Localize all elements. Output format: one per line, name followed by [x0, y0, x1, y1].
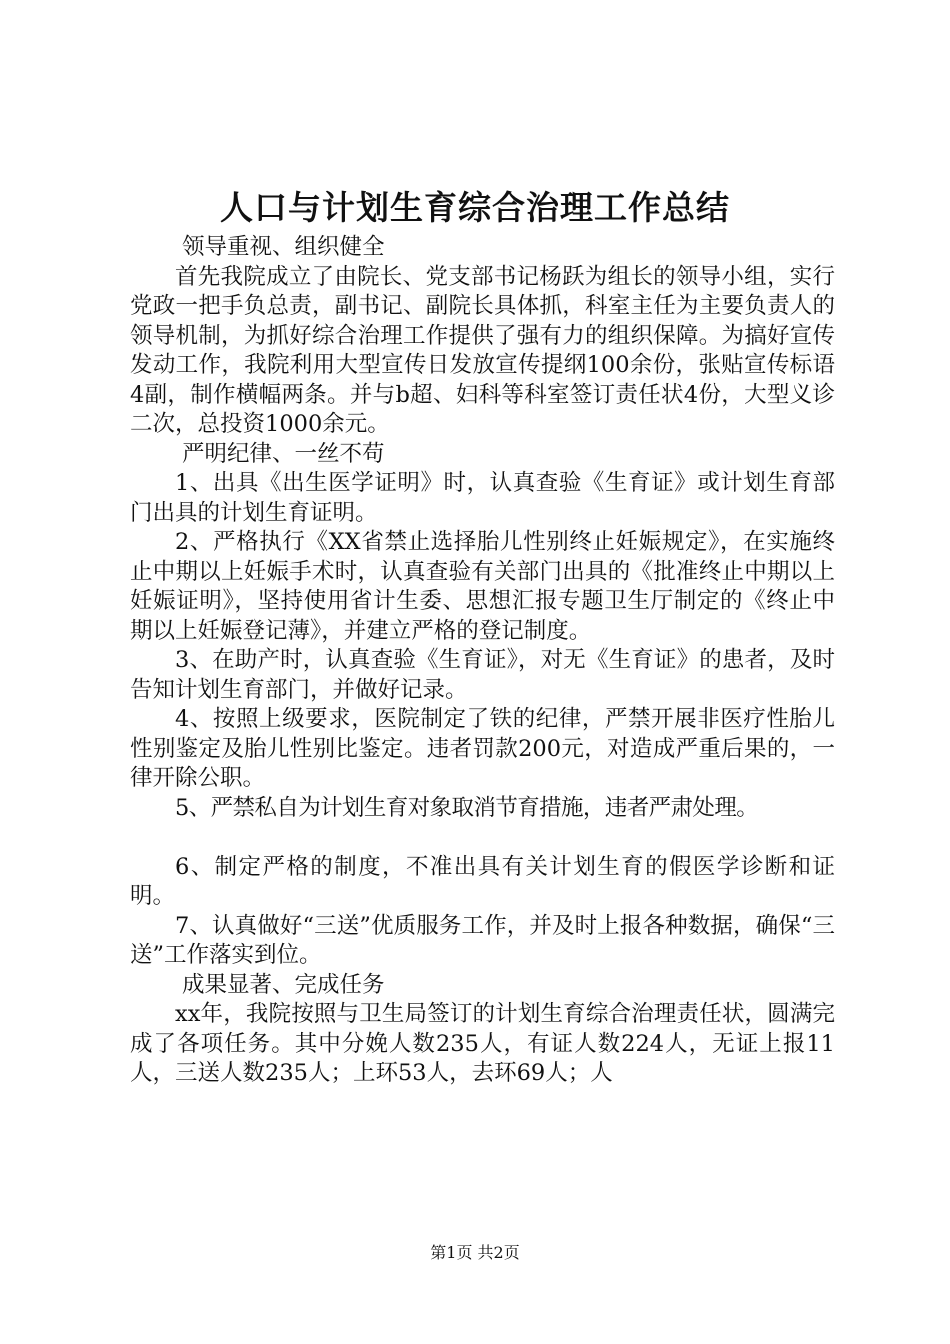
paragraph: 6、制定严格的制度，不准出具有关计划生育的假医学诊断和证明。	[130, 853, 835, 909]
paragraph: 首先我院成立了由院长、党支部书记杨跃为组长的领导小组，实行党政一把手负总责，副书记、副院长具体抓，科室主任为主要负责人的领导机制，为抓好综合治理工作提供了强有力的组织保障。为搞好宣传发动工作，我院利用大型宣传日发放宣传提纲100余份，张贴宣传标语4副，制作横幅两条。并与b超、妇科等科室签订责任状4份，大型义诊二次，总投资1000余元。	[130, 263, 835, 437]
section-heading: 领导重视、组织健全	[182, 234, 385, 260]
section-heading: 严明纪律、一丝不苟	[182, 440, 385, 467]
paragraph: 1、出具《出生医学证明》时，认真查验《生育证》或计划生育部门出具的计划生育证明。	[130, 470, 835, 526]
paragraph: 4、按照上级要求，医院制定了铁的纪律，严禁开展非医疗性胎儿性别鉴定及胎儿性别比鉴定。违者罚款200元，对造成严重后果的，一律开除公职。	[130, 706, 835, 791]
paragraph: 3、在助产时，认真查验《生育证》，对无《生育证》的患者，及时告知计划生育部门，并做好记录。	[130, 647, 835, 703]
document-title: 人口与计划生育综合治理工作总结	[220, 188, 730, 227]
paragraph: xx年，我院按照与卫生局签订的计划生育综合治理责任状，圆满完成了各项任务。其中分娩人数235人，有证人数224人，无证上报11人，三送人数235人；上环53人，去环69人；人	[130, 1001, 835, 1086]
blank-line	[130, 823, 835, 853]
paragraph: 5、严禁私自为计划生育对象取消节育措施，违者严肃处理。	[175, 794, 759, 821]
paragraph: 2、严格执行《XX省禁止选择胎儿性别终止妊娠规定》，在实施终止中期以上妊娠手术时，认真查验有关部门出具的《批准终止中期以上妊娠证明》，坚持使用省计生委、思想汇报专题卫生厅制定的《终止中期以上妊娠登记薄》，并建立严格的登记制度。	[130, 529, 835, 644]
paragraph: 7、认真做好“三送”优质服务工作，并及时上报各种数据，确保“三送”工作落实到位。	[130, 912, 835, 968]
section-heading: 成果显著、完成任务	[182, 971, 385, 998]
page-footer: 第1页 共2页	[430, 1243, 520, 1262]
document-body	[130, 233, 835, 1089]
